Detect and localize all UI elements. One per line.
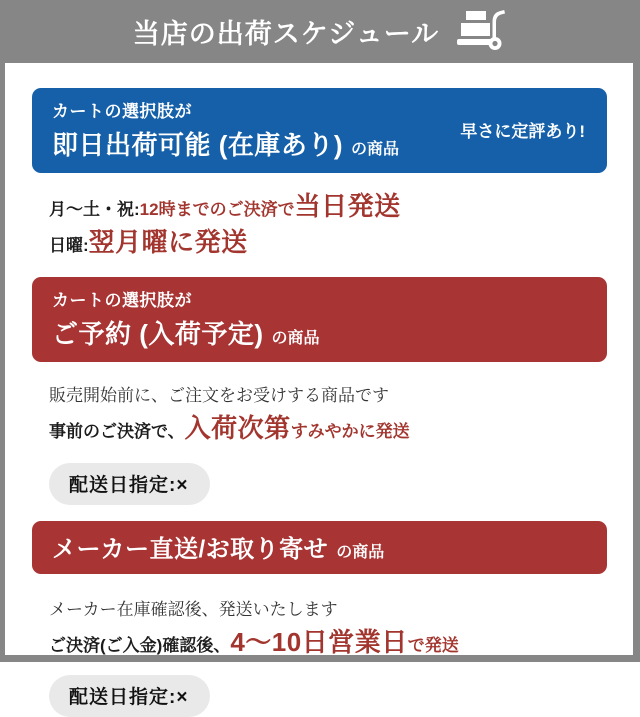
banner-highlight: メーカー直送/お取り寄せ [52,536,329,563]
instock-row-sunday [49,226,607,262]
row-red-big: 入荷次第 [184,413,291,443]
section-dropship [32,521,607,717]
instock-details [49,190,607,262]
delivery-date-badge: 配送日指定:× [49,675,210,717]
banner-instock-text [52,97,399,162]
preorder-row-shipping [49,412,607,448]
banner-highlight: ご予約 (入荷予定) [52,319,264,349]
content-panel [5,63,633,708]
banner-dropship-text [52,529,384,564]
row-red-text: すみやかに発送 [290,422,410,441]
row-label: ご決済(ご入金)確認後、 [49,636,231,655]
banner-suffix: の商品 [271,330,320,347]
section-instock [32,88,607,262]
banner-highlight: 即日出荷可能 (在庫あり) [52,130,344,160]
banner-note: 早さに定評あり! [460,122,585,141]
banner-suffix: の商品 [336,544,385,561]
banner-line1: カートの選択肢が [52,102,192,121]
banner-dropship [32,521,607,574]
row-label: 事前のご決済で、 [49,422,185,441]
title-bar [0,0,640,63]
page-title: 当店の出荷スケジュール [132,19,440,49]
row-plain-text: メーカー在庫確認後、発送いたします [49,600,338,619]
row-red-big: 翌月曜に発送 [88,227,248,257]
row-label: 月〜土・祝: [49,200,140,219]
banner-preorder [32,277,607,362]
banner-line1: カートの選択肢が [52,291,192,310]
dropship-details [49,593,607,662]
row-red-text: で発送 [407,636,459,655]
section-preorder [32,277,607,505]
banner-preorder-text [52,286,320,351]
dropship-row-info [49,593,607,626]
preorder-row-info [49,379,607,412]
banner-line2 [52,314,320,351]
banner-line2 [52,125,399,162]
dropship-row-shipping [49,626,607,662]
row-red-big: 4〜10日営業日 [230,627,408,657]
row-plain-text: 販売開始前に、ご注文をお受けする商品です [49,386,389,405]
banner-suffix: の商品 [351,141,400,158]
delivery-date-badge: 配送日指定:× [49,463,210,505]
instock-row-weekday [49,190,607,226]
row-red-text: 12時までのご決済で [139,200,295,219]
row-label: 日曜: [49,236,89,255]
preorder-details [49,379,607,448]
row-red-big: 当日発送 [294,191,401,221]
hand-truck-icon [455,7,507,56]
banner-instock [32,88,607,173]
